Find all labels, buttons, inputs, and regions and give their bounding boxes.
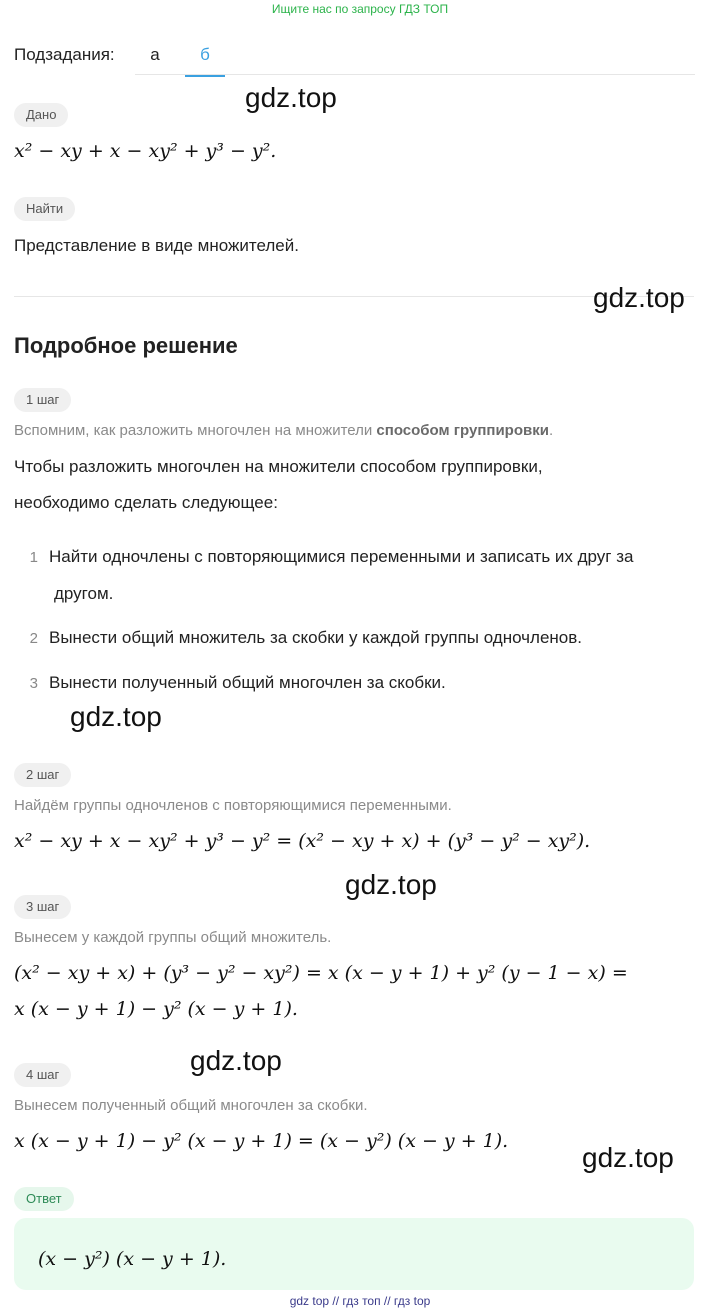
step-3-tag: 3 шаг xyxy=(14,895,71,919)
divider xyxy=(14,296,694,297)
step-4-tag: 4 шаг xyxy=(14,1063,71,1087)
tab-b[interactable]: б xyxy=(185,45,225,77)
step-3-math-line-2: x (x − y + 1) − y² (x − y + 1). xyxy=(14,998,298,1020)
watermark: gdz.top xyxy=(190,1045,282,1076)
step-1-tag: 1 шаг xyxy=(14,388,71,412)
list-number-1: 1 xyxy=(29,549,38,566)
step-1-line-2: необходимо сделать следующее: xyxy=(14,493,278,512)
watermark: gdz.top xyxy=(582,1142,674,1173)
list-number-3: 3 xyxy=(29,675,38,692)
given-tag: Дано xyxy=(14,103,68,127)
top-banner[interactable]: Ищите нас по запросу ГДЗ ТОП xyxy=(271,2,449,16)
list-item-2: Вынести общий множитель за скобки у каждой группы одночленов. xyxy=(49,628,583,647)
given-expression: x² − xy + x − xy² + y³ − y². xyxy=(14,140,277,162)
answer-math: (x − y²) (x − y + 1). xyxy=(38,1248,227,1270)
step-4-math: x (x − y + 1) − y² (x − y + 1) = (x − y²) (x − y + 1). xyxy=(14,1130,509,1152)
find-tag: Найти xyxy=(14,197,75,221)
list-item-1-continuation: другом. xyxy=(54,584,114,603)
tabs-underline xyxy=(135,74,695,75)
subtasks-label: Подзадания: xyxy=(14,45,115,64)
step-3-math-line-1: (x² − xy + x) + (y³ − y² − xy²) = x (x − y + 1) + y² (y − 1 − x) = xyxy=(14,962,628,984)
watermark: gdz.top xyxy=(70,701,162,732)
watermark: gdz.top xyxy=(245,82,337,113)
footer-links[interactable]: gdz top // гдз топ // гдз top xyxy=(289,1294,431,1308)
step-1-line-1: Чтобы разложить многочлен на множители способом группировки, xyxy=(14,457,543,476)
list-item-3: Вынести полученный общий многочлен за скобки. xyxy=(49,673,446,692)
answer-tag: Ответ xyxy=(14,1187,74,1211)
solution-title: Подробное решение xyxy=(14,333,238,358)
step-3-hint: Вынесем у каждой группы общий множитель. xyxy=(14,929,332,946)
step-2-hint: Найдём группы одночленов с повторяющимися переменными. xyxy=(14,797,452,814)
watermark: gdz.top xyxy=(593,282,685,313)
list-number-2: 2 xyxy=(29,630,38,647)
step-2-tag: 2 шаг xyxy=(14,763,71,787)
watermark: gdz.top xyxy=(345,869,437,900)
find-text: Представление в виде множителей. xyxy=(14,236,299,255)
step-1-hint: Вспомним, как разложить многочлен на множители способом группировки. xyxy=(14,422,554,439)
tab-a[interactable]: а xyxy=(150,45,160,64)
step-2-math: x² − xy + x − xy² + y³ − y² = (x² − xy + x) + (y³ − y² − xy²). xyxy=(14,830,591,852)
step-4-hint: Вынесем полученный общий многочлен за скобки. xyxy=(14,1097,368,1114)
list-item-1: Найти одночлены с повторяющимися переменными и записать их друг за xyxy=(49,547,634,566)
